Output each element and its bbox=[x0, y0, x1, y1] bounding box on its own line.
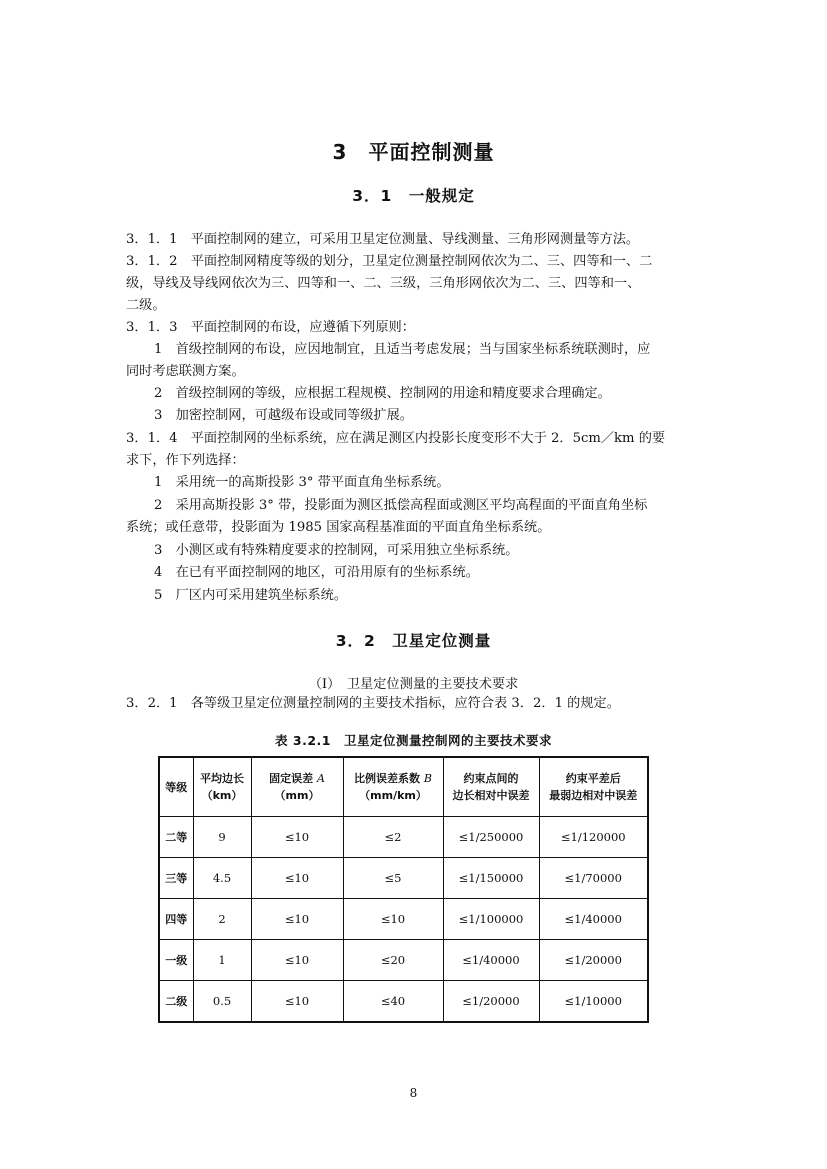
cell-average-length: 2 bbox=[193, 899, 251, 940]
cell-grade: 三等 bbox=[159, 858, 193, 899]
cell-weakest-error: ≤1/120000 bbox=[539, 817, 648, 858]
cell-constraint-error: ≤1/250000 bbox=[443, 817, 539, 858]
clause-3-2-1: 3．2．1 各等级卫星定位测量控制网的主要技术指标，应符合表 3．2．1 的规定。 bbox=[126, 696, 620, 711]
clause-3-1-3-item1-line2: 同时考虑联测方案。 bbox=[126, 364, 245, 379]
clause-3-1-4-item2-line1: 2 采用高斯投影 3° 带，投影面为测区抵偿高程面或测区平均高程面的平面直角坐标 bbox=[154, 498, 648, 513]
page-number: 8 bbox=[409, 1086, 418, 1100]
clause-3-1-4-line1: 3．1．4 平面控制网的坐标系统，应在满足测区内投影长度变形不大于 2．5cm／km 的要 bbox=[126, 431, 666, 446]
cell-grade: 二级 bbox=[159, 981, 193, 1023]
header-weakest-error-line2: 最弱边相对中误差 bbox=[549, 789, 638, 802]
clause-3-1-3: 3．1．3 平面控制网的布设，应遵循下列原则： bbox=[126, 320, 415, 335]
tech-requirements-table bbox=[158, 756, 649, 1023]
header-constraint-error-line2: 边长相对中误差 bbox=[452, 789, 530, 802]
cell-average-length: 0.5 bbox=[193, 981, 251, 1023]
cell-ratio-error: ≤2 bbox=[343, 817, 443, 858]
cell-constraint-error: ≤1/40000 bbox=[443, 940, 539, 981]
header-average-length-line2: （km） bbox=[201, 789, 243, 802]
header-weakest-error bbox=[539, 757, 648, 817]
subsection-heading: （Ⅰ） 卫星定位测量的主要技术要求 bbox=[308, 677, 519, 692]
cell-fixed-error: ≤10 bbox=[251, 981, 343, 1023]
table-row bbox=[159, 899, 648, 940]
cell-grade: 四等 bbox=[159, 899, 193, 940]
header-grade: 等级 bbox=[159, 757, 193, 817]
cell-constraint-error: ≤1/20000 bbox=[443, 981, 539, 1023]
header-ratio-error bbox=[343, 757, 443, 817]
header-fixed-error-line2: （mm） bbox=[274, 789, 320, 802]
clause-3-1-4-item4: 4 在已有平面控制网的地区，可沿用原有的坐标系统。 bbox=[154, 565, 479, 580]
cell-weakest-error: ≤1/10000 bbox=[539, 981, 648, 1023]
table-row bbox=[159, 817, 648, 858]
clause-3-1-4-item3: 3 小测区或有特殊精度要求的控制网，可采用独立坐标系统。 bbox=[154, 543, 519, 558]
cell-grade: 一级 bbox=[159, 940, 193, 981]
clause-3-1-3-item3: 3 加密控制网，可越级布设或同等级扩展。 bbox=[154, 408, 413, 423]
cell-ratio-error: ≤5 bbox=[343, 858, 443, 899]
cell-weakest-error: ≤1/20000 bbox=[539, 940, 648, 981]
chapter-title: 3 平面控制测量 bbox=[332, 140, 495, 164]
clause-3-1-1: 3．1．1 平面控制网的建立，可采用卫星定位测量、导线测量、三角形网测量等方法。 bbox=[126, 232, 640, 247]
clause-3-1-4-item1: 1 采用统一的高斯投影 3° 带平面直角坐标系统。 bbox=[154, 475, 450, 490]
header-average-length-line1: 平均边长 bbox=[200, 772, 244, 785]
table-row bbox=[159, 940, 648, 981]
header-weakest-error-line1: 约束平差后 bbox=[565, 772, 621, 785]
table-row bbox=[159, 981, 648, 1023]
cell-weakest-error: ≤1/70000 bbox=[539, 858, 648, 899]
header-ratio-error-line2: （mm/km） bbox=[359, 789, 427, 802]
header-fixed-error bbox=[251, 757, 343, 817]
header-ratio-error-symbol: B bbox=[423, 772, 432, 785]
clause-3-1-4-item5: 5 厂区内可采用建筑坐标系统。 bbox=[154, 588, 348, 603]
table-caption: 表 3.2.1 卫星定位测量控制网的主要技术要求 bbox=[275, 733, 552, 748]
header-constraint-error bbox=[443, 757, 539, 817]
table-header-row bbox=[159, 757, 648, 817]
clause-3-1-4-item2-line2: 系统；或任意带，投影面为 1985 国家高程基准面的平面直角坐标系统。 bbox=[126, 520, 551, 535]
cell-fixed-error: ≤10 bbox=[251, 817, 343, 858]
cell-ratio-error: ≤40 bbox=[343, 981, 443, 1023]
cell-ratio-error: ≤10 bbox=[343, 899, 443, 940]
cell-fixed-error: ≤10 bbox=[251, 940, 343, 981]
clause-3-1-2-line1: 3．1．2 平面控制网精度等级的划分，卫星定位测量控制网依次为二、三、四等和一、二 bbox=[126, 254, 653, 269]
clause-3-1-3-item2: 2 首级控制网的等级，应根据工程规模、控制网的用途和精度要求合理确定。 bbox=[154, 386, 611, 401]
cell-constraint-error: ≤1/100000 bbox=[443, 899, 539, 940]
cell-constraint-error: ≤1/150000 bbox=[443, 858, 539, 899]
clause-3-1-2-line2: 级，导线及导线网依次为三、四等和一、二、三级，三角形网依次为二、三、四等和一、 bbox=[126, 276, 641, 291]
header-constraint-error-line1: 约束点间的 bbox=[463, 772, 519, 785]
cell-fixed-error: ≤10 bbox=[251, 899, 343, 940]
header-ratio-error-line1: 比例误差系数 bbox=[354, 772, 424, 785]
cell-fixed-error: ≤10 bbox=[251, 858, 343, 899]
header-fixed-error-line1: 固定误差 bbox=[269, 772, 317, 785]
cell-weakest-error: ≤1/40000 bbox=[539, 899, 648, 940]
clause-3-1-4-line2: 求下，作下列选择： bbox=[126, 453, 245, 468]
cell-grade: 二等 bbox=[159, 817, 193, 858]
cell-average-length: 4.5 bbox=[193, 858, 251, 899]
clause-3-1-3-item1-line1: 1 首级控制网的布设，应因地制宜，且适当考虑发展；当与国家坐标系统联测时，应 bbox=[154, 342, 651, 357]
cell-average-length: 1 bbox=[193, 940, 251, 981]
section-heading-3-2: 3．2 卫星定位测量 bbox=[335, 632, 492, 650]
table-row bbox=[159, 858, 648, 899]
cell-average-length: 9 bbox=[193, 817, 251, 858]
clause-3-1-2-line3: 二级。 bbox=[126, 298, 166, 313]
header-average-length bbox=[193, 757, 251, 817]
header-fixed-error-symbol: A bbox=[316, 772, 325, 785]
cell-ratio-error: ≤20 bbox=[343, 940, 443, 981]
section-heading-3-1: 3．1 一般规定 bbox=[352, 187, 475, 205]
